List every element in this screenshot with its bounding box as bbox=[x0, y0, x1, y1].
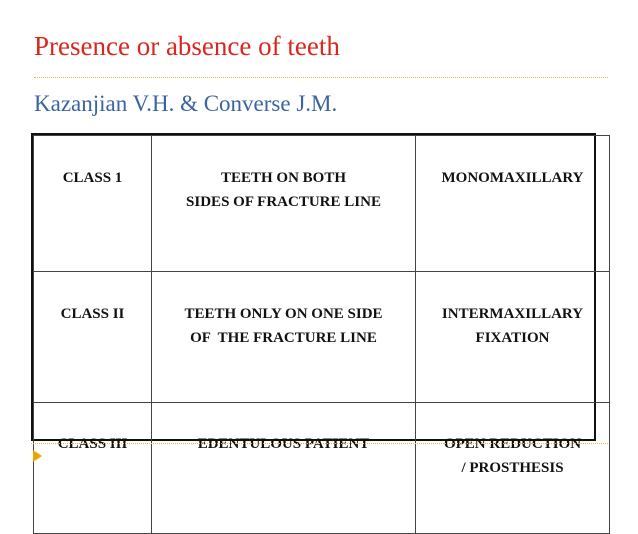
treatment-cell bbox=[416, 403, 610, 534]
teeth-description-line: TEETH ONLY ON ONE SIDE bbox=[184, 306, 383, 322]
class-label-cell bbox=[34, 136, 152, 272]
class-label-cell bbox=[34, 272, 152, 403]
table-row-class-2 bbox=[34, 272, 610, 403]
class-label: CLASS 1 bbox=[62, 170, 123, 186]
table-row-class-3 bbox=[34, 403, 610, 534]
treatment-cell bbox=[416, 136, 610, 272]
treatment-cell bbox=[416, 272, 610, 403]
class-label: CLASS II bbox=[60, 306, 125, 322]
title-divider bbox=[34, 77, 608, 78]
treatment-line: / PROSTHESIS bbox=[461, 460, 564, 476]
treatment-line: OPEN REDUCTION bbox=[443, 436, 582, 452]
teeth-description-cell bbox=[152, 136, 416, 272]
table-row-class-1 bbox=[34, 136, 610, 272]
teeth-description-line: SIDES OF FRACTURE LINE bbox=[186, 194, 381, 210]
teeth-description-line: OF THE FRACTURE LINE bbox=[190, 330, 377, 346]
teeth-description-line: TEETH ON BOTH bbox=[220, 170, 347, 186]
bottom-divider bbox=[31, 443, 608, 444]
teeth-description-cell bbox=[152, 403, 416, 534]
teeth-description-cell bbox=[152, 272, 416, 403]
slide-subtitle: Kazanjian V.H. & Converse J.M. bbox=[34, 91, 338, 116]
treatment-line: FIXATION bbox=[475, 330, 550, 346]
teeth-description-line: EDENTULOUS PATIENT bbox=[197, 436, 370, 452]
triangle-bullet-icon bbox=[33, 450, 42, 462]
classification-grid bbox=[33, 135, 610, 534]
classification-table bbox=[31, 133, 596, 476]
treatment-line: INTERMAXILLARY bbox=[441, 306, 584, 322]
class-label: CLASS III bbox=[57, 436, 128, 452]
slide-title: Presence or absence of teeth bbox=[34, 31, 340, 61]
treatment-line: MONOMAXILLARY bbox=[441, 170, 584, 186]
class-label-cell bbox=[34, 403, 152, 534]
